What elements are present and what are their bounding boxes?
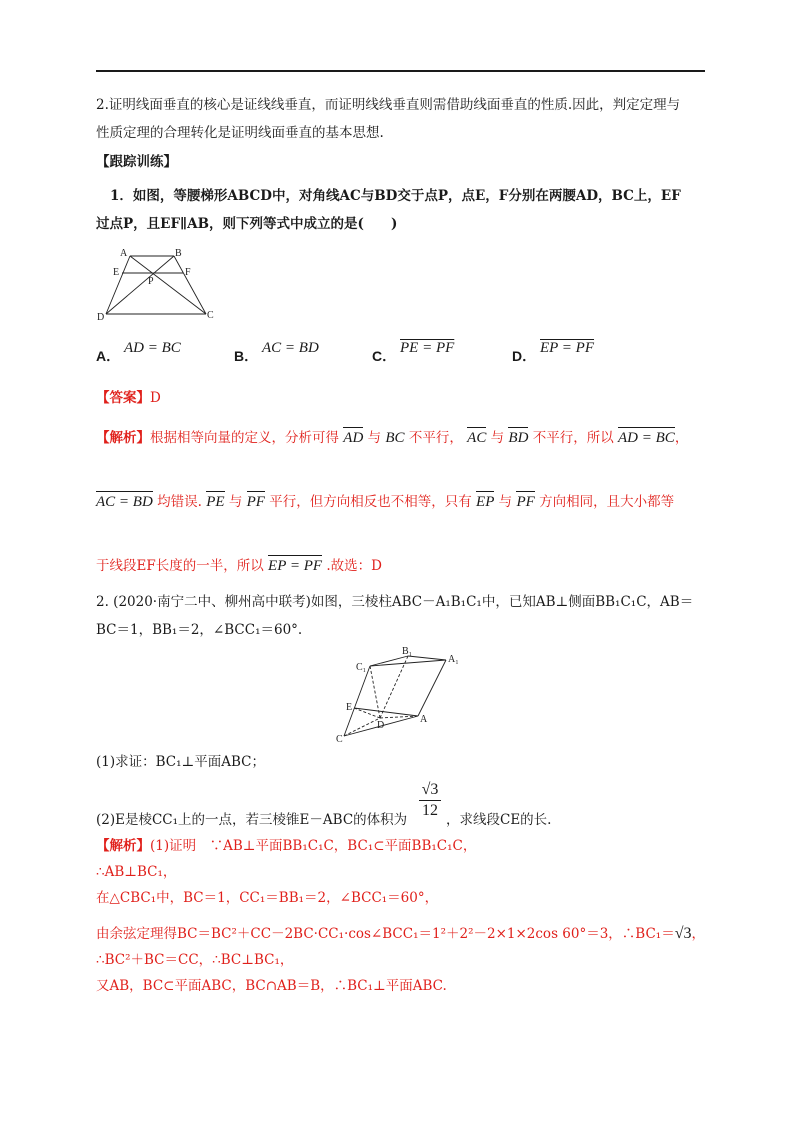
option-a-expr: AD = BC — [124, 340, 181, 356]
label-c2: C — [336, 734, 343, 744]
trapezoid-figure — [96, 246, 220, 322]
option-b-expr: AC = BD — [262, 340, 319, 356]
q2-part1: (1)求证：BC₁⊥平面ABC； — [96, 754, 265, 770]
q1-line1: 1．如图，等腰梯形ABCD中，对角线AC与BD交于点P，点E，F分别在两腰AD，BC上，EF — [110, 188, 681, 204]
para1-line1: 2.证明线面垂直的核心是证线线垂直，而证明线线垂直则需借助线面垂直的性质.因此，判定定理与 — [96, 97, 681, 113]
label-c: C — [207, 310, 214, 321]
analysis-text4: 均错误. — [157, 494, 202, 510]
label-a1: A₁ — [448, 654, 459, 665]
option-d-expr: EP = PF — [540, 340, 595, 356]
diagonal-ac — [130, 256, 206, 314]
vector-bc: BC — [385, 430, 405, 446]
vector-ep: EP — [476, 488, 494, 512]
sol-line1-text: (1)证明 ∵AB⊥平面BB₁C₁C，BC₁⊂平面BB₁C₁C， — [150, 838, 477, 854]
section-heading: 【跟踪训练】 — [96, 154, 177, 170]
label-a: A — [120, 248, 128, 259]
sol-line4 — [96, 924, 705, 944]
label-b1: B₁ — [402, 646, 413, 657]
label-e: E — [113, 267, 120, 278]
vector-eq-ep-pf: EP = PF — [268, 552, 322, 576]
option-b-letter: B． — [234, 348, 259, 364]
sol-line5: ∴BC²＋BC＝CC，∴BC⊥BC₁， — [96, 952, 294, 968]
analysis-comma: ， — [674, 430, 689, 446]
sol-line3: 在△CBC₁中，BC＝1，CC₁＝BB₁＝2，∠BCC₁＝60°， — [96, 890, 439, 906]
vector-pf: PF — [247, 488, 265, 512]
q2-line1: 2. (2020·南宁二中、柳州高中联考)如图，三棱柱ABC－A₁B₁C₁中，已知AB⊥侧面BB₁C₁C，AB＝ — [96, 594, 694, 610]
sol-line1 — [96, 836, 476, 856]
analysis-line3 — [96, 552, 382, 576]
vector-ad: AD — [343, 424, 363, 448]
para1-line2: 性质定理的合理转化是证明线面垂直的基本思想. — [96, 125, 384, 141]
label-a2: A — [420, 714, 428, 725]
analysis-line1 — [96, 424, 688, 448]
sol-line6: 又AB，BC⊂平面ABC，BC∩AB＝B，∴BC₁⊥平面ABC. — [96, 978, 447, 994]
header-rule — [96, 70, 705, 72]
analysis-text2: 不平行， — [408, 430, 463, 446]
analysis-text7: 于线段EF长度的一半，所以 — [96, 558, 264, 574]
option-c-letter: C． — [372, 348, 397, 364]
volume-fraction — [419, 780, 441, 821]
edge-ad — [106, 256, 130, 314]
analysis-yu3: 与 — [228, 494, 243, 510]
analysis-line2 — [96, 488, 674, 512]
label-b: B — [175, 248, 182, 259]
vector-bd: BD — [508, 424, 528, 448]
q2-part2b: ，求线段CE的长. — [446, 812, 552, 828]
edge-a1a — [418, 660, 446, 716]
diagonal-bd — [106, 256, 174, 314]
analysis-tag: 【解析】 — [96, 430, 150, 446]
label-p: P — [148, 276, 154, 287]
option-d-letter: D． — [512, 348, 537, 364]
analysis-text6: 方向相同，且大小都等 — [539, 494, 675, 510]
analysis-text5: 平行，但方向相反也不相等，只有 — [269, 494, 472, 510]
sol-line4-end: ， — [691, 926, 705, 942]
label-f: F — [185, 267, 191, 278]
vector-ac: AC — [467, 424, 486, 448]
sol-line4-root: √3 — [674, 925, 692, 942]
q2-line2: BC＝1，BB₁＝2，∠BCC₁＝60°. — [96, 622, 303, 638]
label-c1: C₁ — [356, 662, 367, 673]
edge-b1a1 — [408, 656, 446, 660]
vector-pe: PE — [206, 488, 224, 512]
vector-eq-ad-bc: AD = BC — [618, 424, 675, 448]
sol-line2: ∴AB⊥BC₁， — [96, 864, 177, 880]
q1-line2: 过点P，且EF∥AB，则下列等式中成立的是( ) — [96, 216, 398, 232]
prism-figure — [336, 644, 466, 744]
fraction-numerator: √3 — [419, 780, 441, 801]
analysis-yu4: 与 — [498, 494, 513, 510]
fraction-denominator: 12 — [422, 802, 438, 819]
analysis-text3: 不平行，所以 — [532, 430, 614, 446]
analysis-yu2: 与 — [490, 430, 505, 446]
analysis-yu1: 与 — [367, 430, 382, 446]
label-d2: D — [377, 720, 385, 731]
answer-line — [96, 388, 161, 408]
sol-line4-text: 由余弦定理得BC＝BC²＋CC－2BC·CC₁·cos∠BCC₁＝1²＋2²－2×1×2cos 60°＝3，∴BC₁＝ — [96, 926, 675, 942]
q2-part2a: (2)E是棱CC₁上的一点，若三棱锥E－ABC的体积为 — [96, 812, 408, 828]
analysis-text1: 根据相等向量的定义，分析可得 — [150, 430, 339, 446]
label-d: D — [97, 312, 105, 322]
vector-pf2: PF — [516, 488, 534, 512]
edge-bc — [174, 256, 206, 314]
label-e2: E — [346, 702, 353, 713]
vector-eq-ac-bd: AC = BD — [96, 488, 153, 512]
option-a-letter: A． — [96, 348, 121, 364]
answer-value: D — [150, 390, 161, 406]
edge-c1c — [344, 666, 370, 736]
analysis-text8: .故选：D — [326, 558, 382, 574]
answer-tag: 【答案】 — [96, 390, 150, 406]
option-c-expr: PE = PF — [400, 340, 455, 356]
sol-tag: 【解析】 — [96, 838, 150, 854]
